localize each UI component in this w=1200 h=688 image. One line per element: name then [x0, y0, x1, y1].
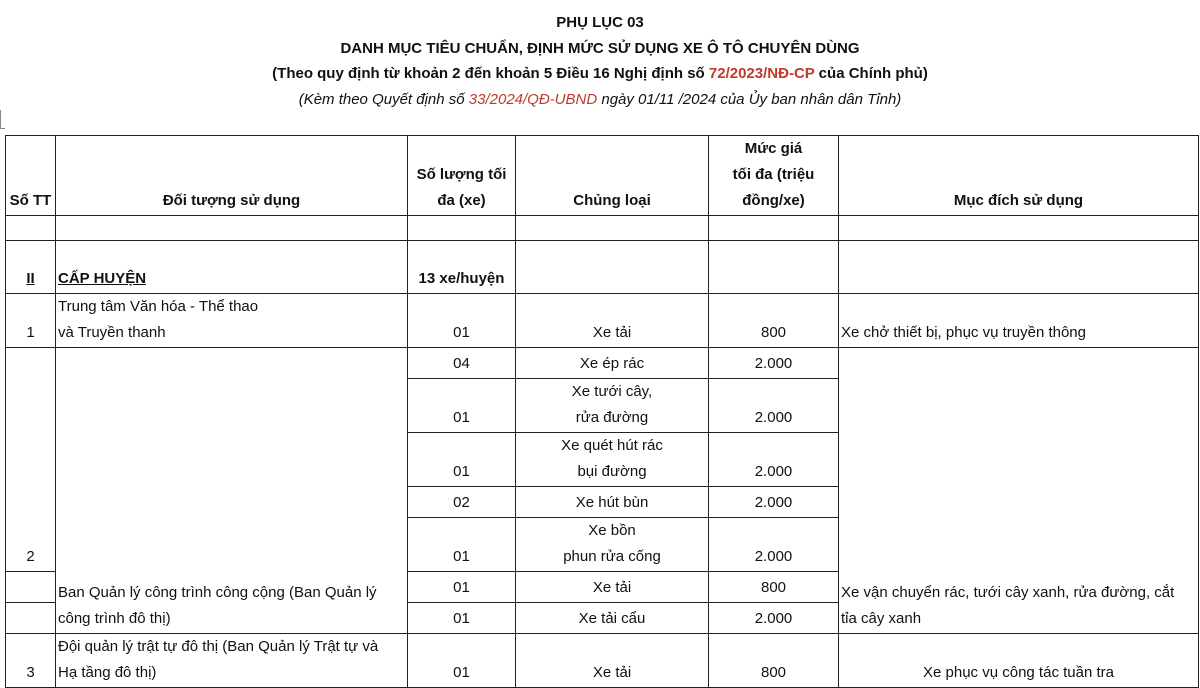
- section-stt: II: [6, 241, 56, 294]
- empty-cell: [408, 216, 516, 241]
- row2-item-type: Xe ép rác: [516, 348, 709, 379]
- row1-type: Xe tải: [516, 294, 709, 348]
- header-so-luong-line1: Số lượng tối: [416, 166, 507, 183]
- row2-item-price: 2.000: [709, 379, 839, 433]
- empty-cell: [56, 216, 408, 241]
- empty-cell: [6, 572, 56, 603]
- attachment-text: (Kèm theo Quyết định số: [298, 91, 469, 108]
- row2-item-type: Xe hút bùn: [516, 487, 709, 518]
- header-chung-loai: Chủng loại: [516, 136, 709, 216]
- attachment-line: [0, 91, 1200, 108]
- row2-item-price: 2.000: [709, 433, 839, 487]
- row3-qty: 01: [408, 634, 516, 688]
- row2-item-qty: 01: [408, 433, 516, 487]
- row3-unit-line2: Hạ tầng đô thị): [58, 664, 157, 681]
- decision-reference: 33/2024/QĐ-UBND: [468, 91, 598, 108]
- table-anchor-marker[interactable]: [0, 110, 5, 129]
- row2-item-price: 2.000: [709, 348, 839, 379]
- legal-basis-text: (Theo quy định từ khoản 2 đến khoản 5 Điều 16 Nghị định số: [272, 65, 709, 82]
- section-label: CẤP HUYỆN: [56, 241, 408, 294]
- row2-purpose-line2: tỉa cây xanh: [841, 610, 922, 627]
- empty-cell: [6, 216, 56, 241]
- row1-purpose: Xe chở thiết bị, phục vụ truyền thông: [839, 294, 1199, 348]
- table-row: [6, 294, 1199, 348]
- empty-cell: [839, 241, 1199, 294]
- section-qty: 13 xe/huyện: [408, 241, 516, 294]
- attachment-suffix: ngày 01/11 /2024 của Ủy ban nhân dân Tỉnh): [597, 91, 902, 108]
- empty-cell: [709, 241, 839, 294]
- empty-cell: [709, 216, 839, 241]
- row2-item-qty: 01: [408, 518, 516, 572]
- row2-item-type-line1: Xe tưới cây,: [571, 383, 653, 400]
- header-so-luong-line2: đa (xe): [437, 192, 486, 209]
- row2-purpose: [839, 348, 1199, 634]
- row3-type: Xe tải: [516, 634, 709, 688]
- row2-item-type-line1: Xe quét hút rác: [561, 437, 663, 454]
- header-muc-gia-line3: đồng/xe): [742, 192, 805, 209]
- row2-item-type: Xe tải cẩu: [516, 603, 709, 634]
- row2-item-type: [516, 379, 709, 433]
- table-row: [6, 348, 1199, 379]
- table-row-empty: [6, 216, 1199, 241]
- empty-cell: [516, 241, 709, 294]
- section-row: [6, 241, 1199, 294]
- row2-item-type-line1: Xe bồn: [588, 522, 636, 539]
- row1-unit: [56, 294, 408, 348]
- empty-cell: [6, 603, 56, 634]
- row2-item-type: [516, 518, 709, 572]
- row1-price: 800: [709, 294, 839, 348]
- row1-qty: 01: [408, 294, 516, 348]
- row1-unit-line2: và Truyền thanh: [58, 324, 166, 341]
- row3-purpose: Xe phục vụ công tác tuần tra: [839, 634, 1199, 688]
- row2-item-price: 2.000: [709, 518, 839, 572]
- empty-cell: [839, 216, 1199, 241]
- row2-item-type: Xe tải: [516, 572, 709, 603]
- row3-unit-line1: Đội quản lý trật tự đô thị (Ban Quản lý Trật tự và: [58, 638, 379, 655]
- header-stt: Số TT: [6, 136, 56, 216]
- legal-basis-suffix: của Chính phủ): [814, 65, 928, 82]
- vehicle-standards-table: [5, 135, 1199, 688]
- row3-price: 800: [709, 634, 839, 688]
- row2-item-price: 800: [709, 572, 839, 603]
- document-title: DANH MỤC TIÊU CHUẨN, ĐỊNH MỨC SỬ DỤNG XE Ô TÔ CHUYÊN DÙNG: [340, 40, 860, 57]
- row2-stt: 2: [6, 348, 56, 572]
- row2-item-qty: 02: [408, 487, 516, 518]
- row3-unit: [56, 634, 408, 688]
- row2-unit-line1: Ban Quản lý công trình công cộng (Ban Quản lý: [58, 584, 377, 601]
- row1-stt: 1: [6, 294, 56, 348]
- row1-unit-line1: Trung tâm Văn hóa - Thể thao: [58, 298, 259, 315]
- row2-item-qty: 01: [408, 603, 516, 634]
- header-doi-tuong: Đối tượng sử dụng: [56, 136, 408, 216]
- row2-unit: [56, 348, 408, 634]
- row2-unit-line2: công trình đô thị): [58, 610, 171, 627]
- row2-item-qty: 01: [408, 379, 516, 433]
- row2-item-type-line2: bụi đường: [577, 463, 647, 480]
- header-muc-gia-line1: Mức giá: [744, 140, 803, 157]
- row2-item-type: [516, 433, 709, 487]
- row2-item-type-line2: rửa đường: [575, 409, 649, 426]
- empty-cell: [516, 216, 709, 241]
- row2-item-price: 2.000: [709, 603, 839, 634]
- appendix-number: PHỤ LỤC 03: [556, 14, 644, 31]
- header-so-luong: [408, 136, 516, 216]
- row2-item-qty: 04: [408, 348, 516, 379]
- header-muc-gia-line2: tối đa (triệu: [732, 166, 815, 183]
- row2-item-type-line2: phun rửa cống: [563, 548, 661, 565]
- row2-item-qty: 01: [408, 572, 516, 603]
- header-muc-dich: Mục đích sử dụng: [839, 136, 1199, 216]
- row3-stt: 3: [6, 634, 56, 688]
- decree-reference: 72/2023/NĐ-CP: [708, 65, 815, 82]
- table-row: [6, 634, 1199, 688]
- row2-item-price: 2.000: [709, 487, 839, 518]
- table-header-row: [6, 136, 1199, 216]
- row2-purpose-line1: Xe vận chuyển rác, tưới cây xanh, rửa đường, cắt: [841, 584, 1175, 601]
- legal-basis-line: [0, 65, 1200, 82]
- header-muc-gia: [709, 136, 839, 216]
